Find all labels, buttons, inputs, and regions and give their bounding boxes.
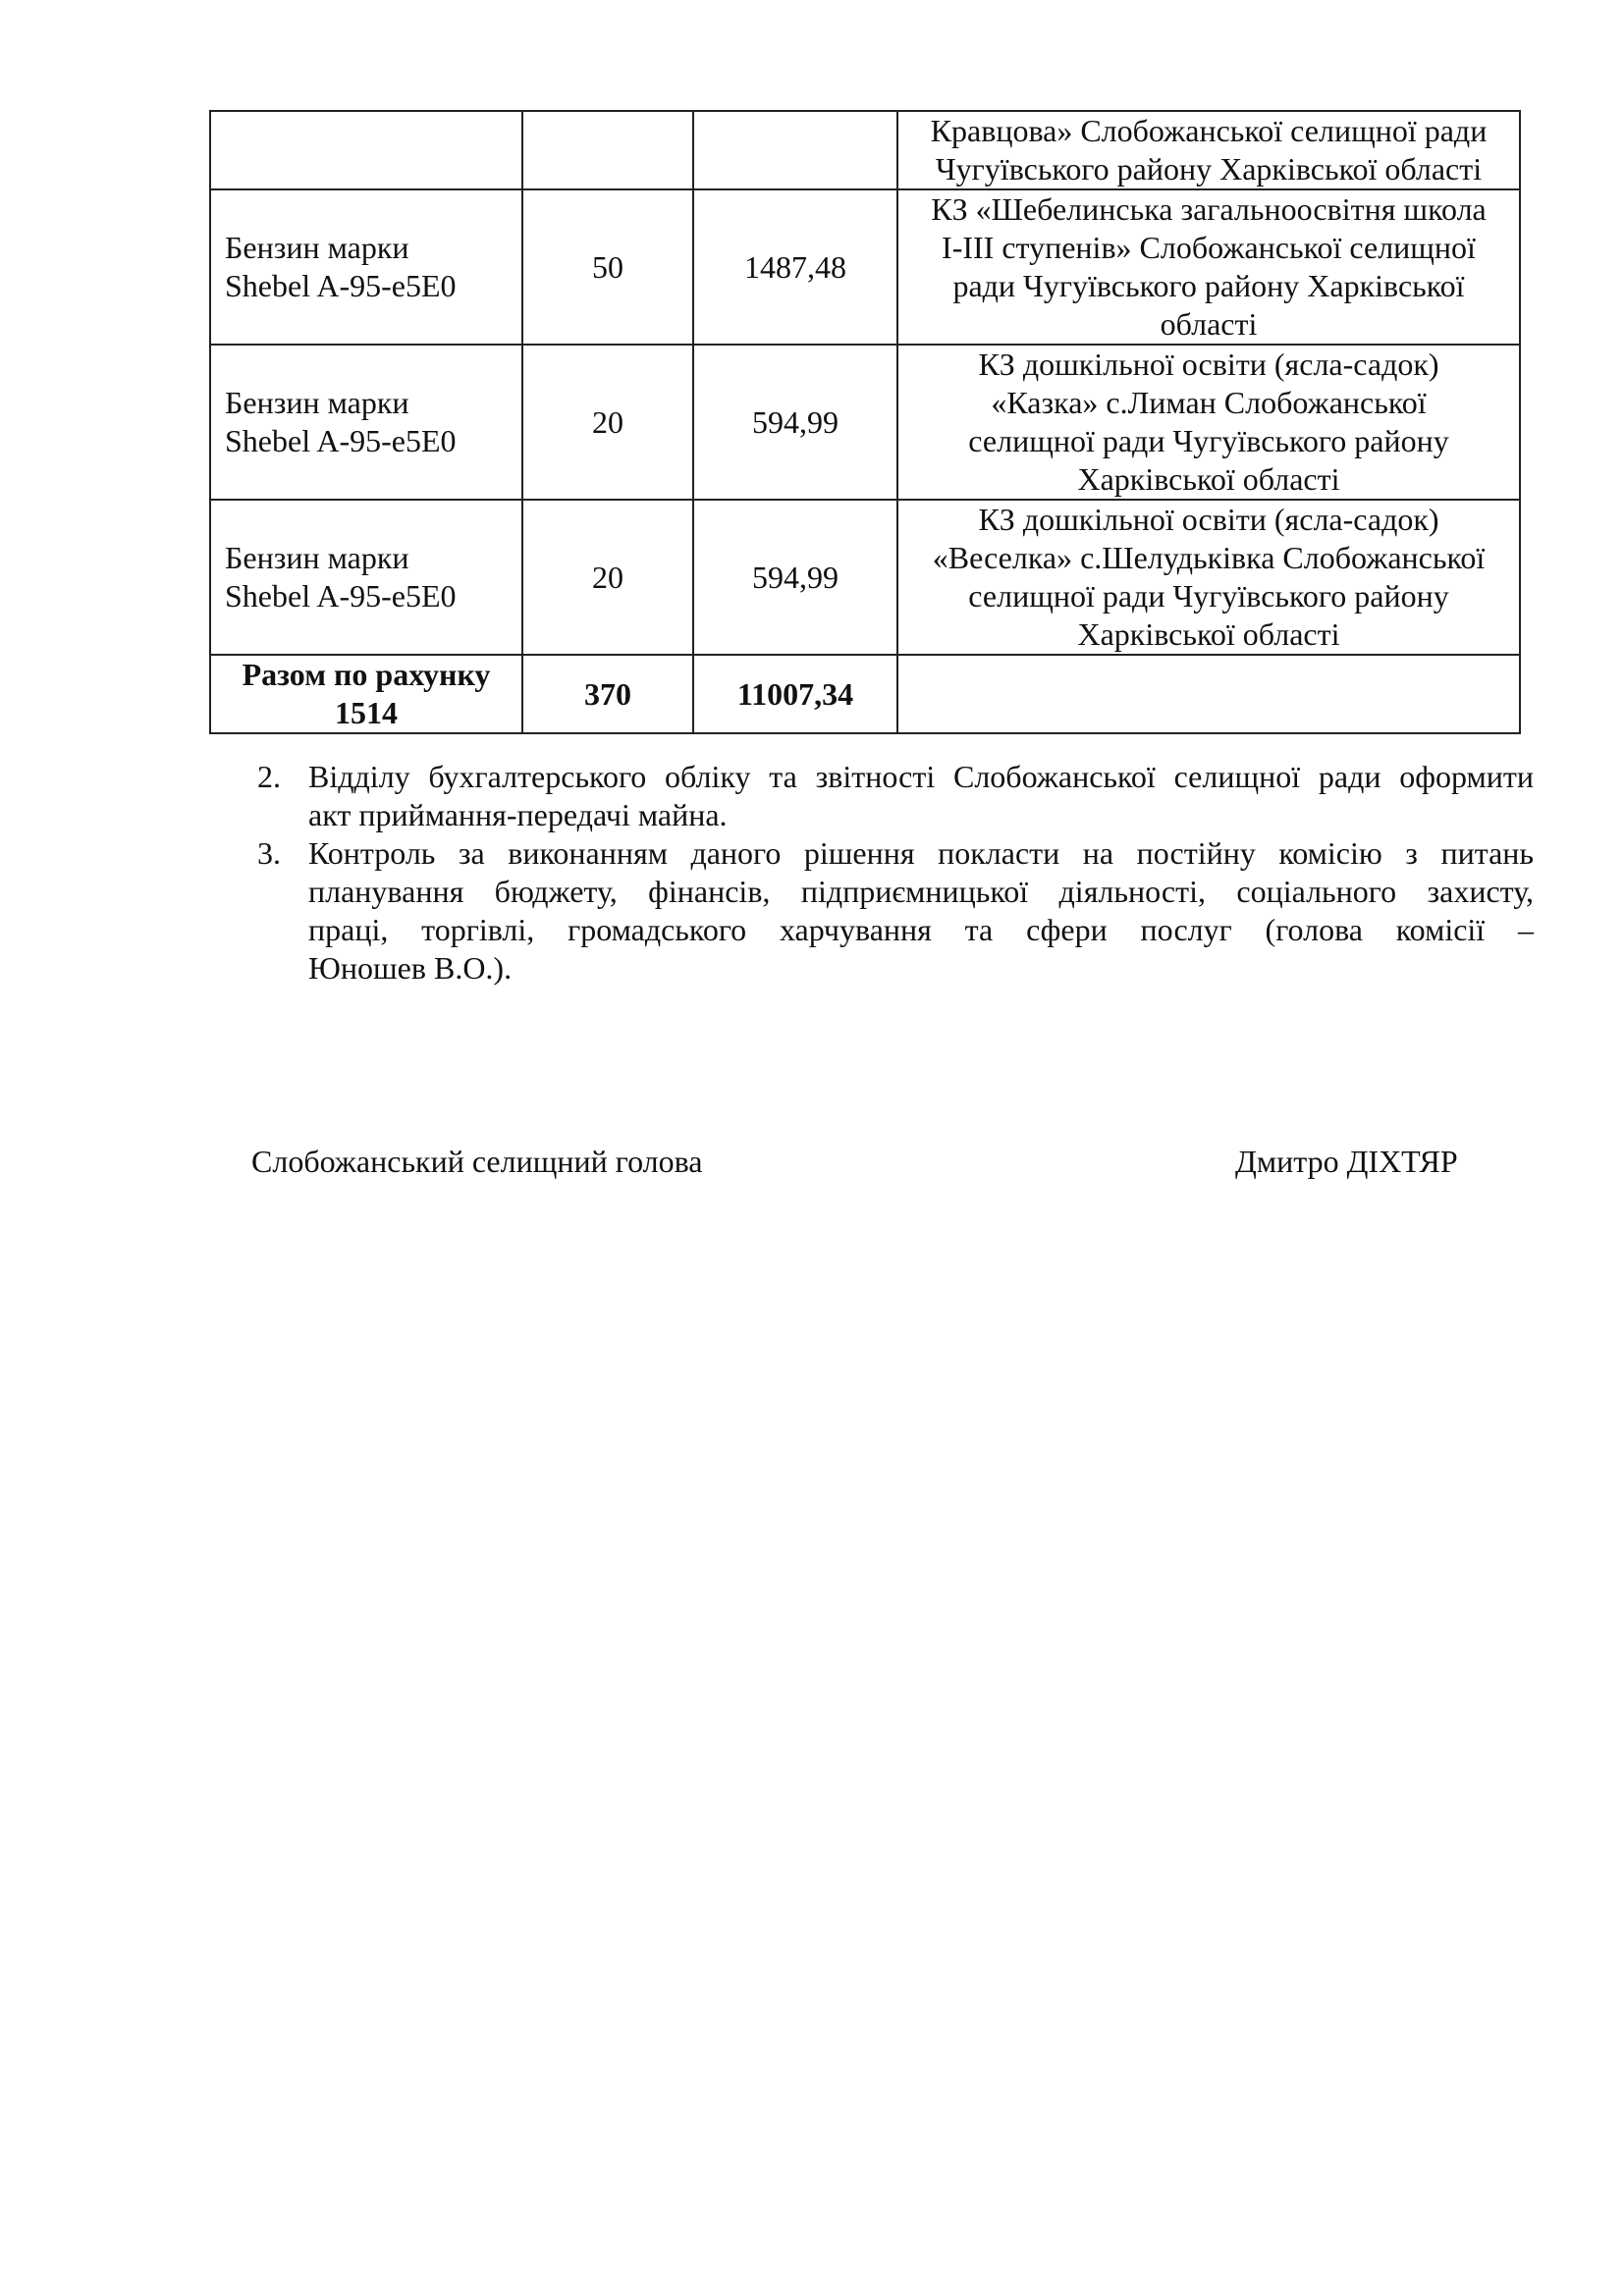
org-line: КЗ дошкільної освіти (ясла-садок) [978,502,1439,537]
signature-position: Слобожанський селищний голова [251,1144,703,1179]
item-line: акт приймання-передачі майна. [308,797,728,832]
org-line: селищної ради Чугуївського району [968,578,1449,614]
item-text [308,758,1534,834]
org-line: Кравцова» Слобожанської селищної ради [930,113,1488,148]
cell-qty: 20 [522,500,693,655]
name-line: Бензин марки [225,540,409,575]
item-line: Контроль за виконанням даного рішення покласти на постійну комісію з питань [308,835,1534,871]
cell-org [897,500,1520,655]
item-line: планування бюджету, фінансів, підприємницької діяльності, соціального захисту, [308,874,1534,909]
org-line: КЗ «Шебелинська загальноосвітня школа [931,191,1487,227]
org-line: Харківської області [1077,616,1340,652]
cell-org [897,189,1520,345]
cell-sum [693,111,897,189]
item-line: Юношев В.О.). [308,950,513,986]
cell-org [897,345,1520,500]
cell-org [897,111,1520,189]
cell-name [210,500,522,655]
cell-name [210,189,522,345]
name-line: Shebel A-95-e5E0 [225,268,457,303]
org-line: «Веселка» с.Шелудьківка Слобожанської [932,540,1486,575]
org-line: Харківської області [1077,461,1340,497]
org-line: Чугуївського району Харківської області [935,151,1483,187]
org-line: КЗ дошкільної освіти (ясла-садок) [978,347,1439,382]
item-line: праці, торгівлі, громадського харчування та сфери послуг (голова комісії – [308,912,1534,947]
signature-name: Дмитро ДІХТЯР [1235,1144,1458,1179]
table-row [210,345,1520,500]
org-line: І-ІІІ ступенів» Слобожанської селищної [942,230,1476,265]
cell-name [210,111,522,189]
org-line: селищної ради Чугуївського району [968,423,1449,458]
cell-sum: 594,99 [693,345,897,500]
item-number: 3. [257,835,281,871]
org-line: «Казка» с.Лиман Слобожанської [991,385,1427,420]
cell-sum: 1487,48 [693,189,897,345]
name-line: Shebel A-95-e5E0 [225,423,457,458]
total-org-empty [897,655,1520,733]
list-item [257,758,1534,834]
item-text [308,834,1534,988]
total-label [210,655,522,733]
cell-qty: 20 [522,345,693,500]
item-number: 2. [257,759,281,794]
table-row [210,500,1520,655]
cell-sum: 594,99 [693,500,897,655]
name-line: Бензин марки [225,385,409,420]
table-row [210,189,1520,345]
org-line: ради Чугуївського району Харківської [952,268,1465,303]
total-label-line: 1514 [335,695,398,730]
total-sum: 11007,34 [693,655,897,733]
cell-qty [522,111,693,189]
decision-items [257,758,1534,988]
fuel-transfer-table [209,110,1521,734]
table-row [210,111,1520,189]
org-line: області [1160,306,1258,342]
table-total-row [210,655,1520,733]
name-line: Бензин марки [225,230,409,265]
cell-name [210,345,522,500]
total-qty: 370 [522,655,693,733]
item-line: Відділу бухгалтерського обліку та звітності Слобожанської селищної ради оформити [308,759,1534,794]
list-item [257,834,1534,988]
cell-qty: 50 [522,189,693,345]
name-line: Shebel A-95-e5E0 [225,578,457,614]
total-label-line: Разом по рахунку [242,657,491,692]
